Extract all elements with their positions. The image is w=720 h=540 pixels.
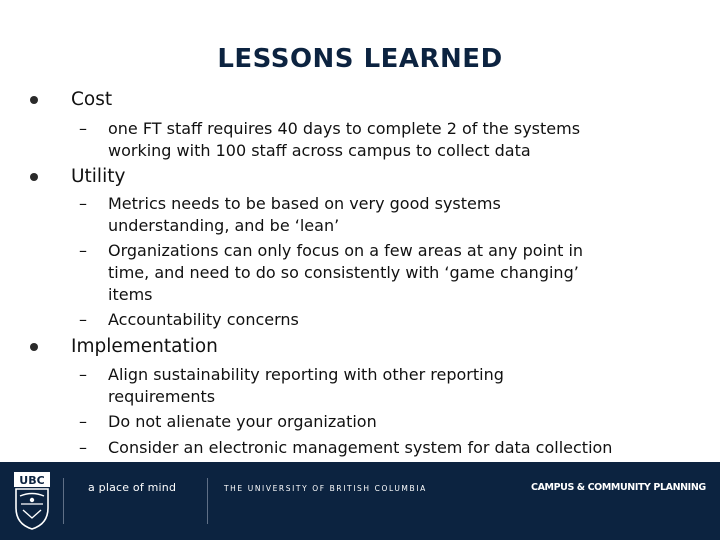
bullet-label: Cost xyxy=(71,89,113,110)
footer-department: CAMPUS & COMMUNITY PLANNING xyxy=(531,482,706,493)
sub-bullet-line: items xyxy=(108,285,153,304)
sub-bullet-line: time, and need to do so consistently with ‘game changing’ xyxy=(108,263,579,282)
dash-icon: – xyxy=(79,241,87,260)
footer-divider xyxy=(63,478,64,524)
bullet-label: Utility xyxy=(71,166,126,187)
bullet-dot-icon xyxy=(30,96,38,104)
sub-bullet-line: Do not alienate your organization xyxy=(108,412,377,431)
sub-bullet-line: Align sustainability reporting with other reporting xyxy=(108,365,504,384)
sub-bullet-line: working with 100 staff across campus to collect data xyxy=(108,141,531,160)
footer-tagline: a place of mind xyxy=(88,481,177,494)
dash-icon: – xyxy=(79,310,87,329)
sub-bullet-line: understanding, and be ‘lean’ xyxy=(108,216,340,235)
sub-bullet xyxy=(79,240,584,306)
sub-bullet xyxy=(79,193,501,237)
footer-divider xyxy=(207,478,208,524)
sub-bullet xyxy=(79,118,581,162)
sub-bullet xyxy=(79,309,299,331)
sub-bullet-line: Accountability concerns xyxy=(108,310,299,329)
sub-bullet xyxy=(79,437,613,459)
bullet-dot-icon xyxy=(30,343,38,351)
sub-bullet xyxy=(79,364,504,408)
sub-bullet xyxy=(79,411,377,433)
dash-icon: – xyxy=(79,412,87,431)
dash-icon: – xyxy=(79,365,87,384)
slide-title: LESSONS LEARNED xyxy=(217,44,503,74)
sub-bullet-line: Organizations can only focus on a few areas at any point in xyxy=(108,241,584,260)
sub-bullet-line: Consider an electronic management system for data collection xyxy=(108,438,613,457)
ubc-crest-icon xyxy=(14,472,50,530)
dash-icon: – xyxy=(79,438,87,457)
sub-bullet-line: Metrics needs to be based on very good systems xyxy=(108,194,501,213)
logo-text: UBC xyxy=(19,474,45,487)
footer-university: THE UNIVERSITY OF BRITISH COLUMBIA xyxy=(224,484,427,493)
sub-bullet-line: one FT staff requires 40 days to complete 2 of the systems xyxy=(108,119,581,138)
bullet-dot-icon xyxy=(30,173,38,181)
dash-icon: – xyxy=(79,119,87,138)
footer-banner xyxy=(0,462,720,540)
sub-bullet-line: requirements xyxy=(108,387,216,406)
bullet-label: Implementation xyxy=(71,336,218,357)
dash-icon: – xyxy=(79,194,87,213)
